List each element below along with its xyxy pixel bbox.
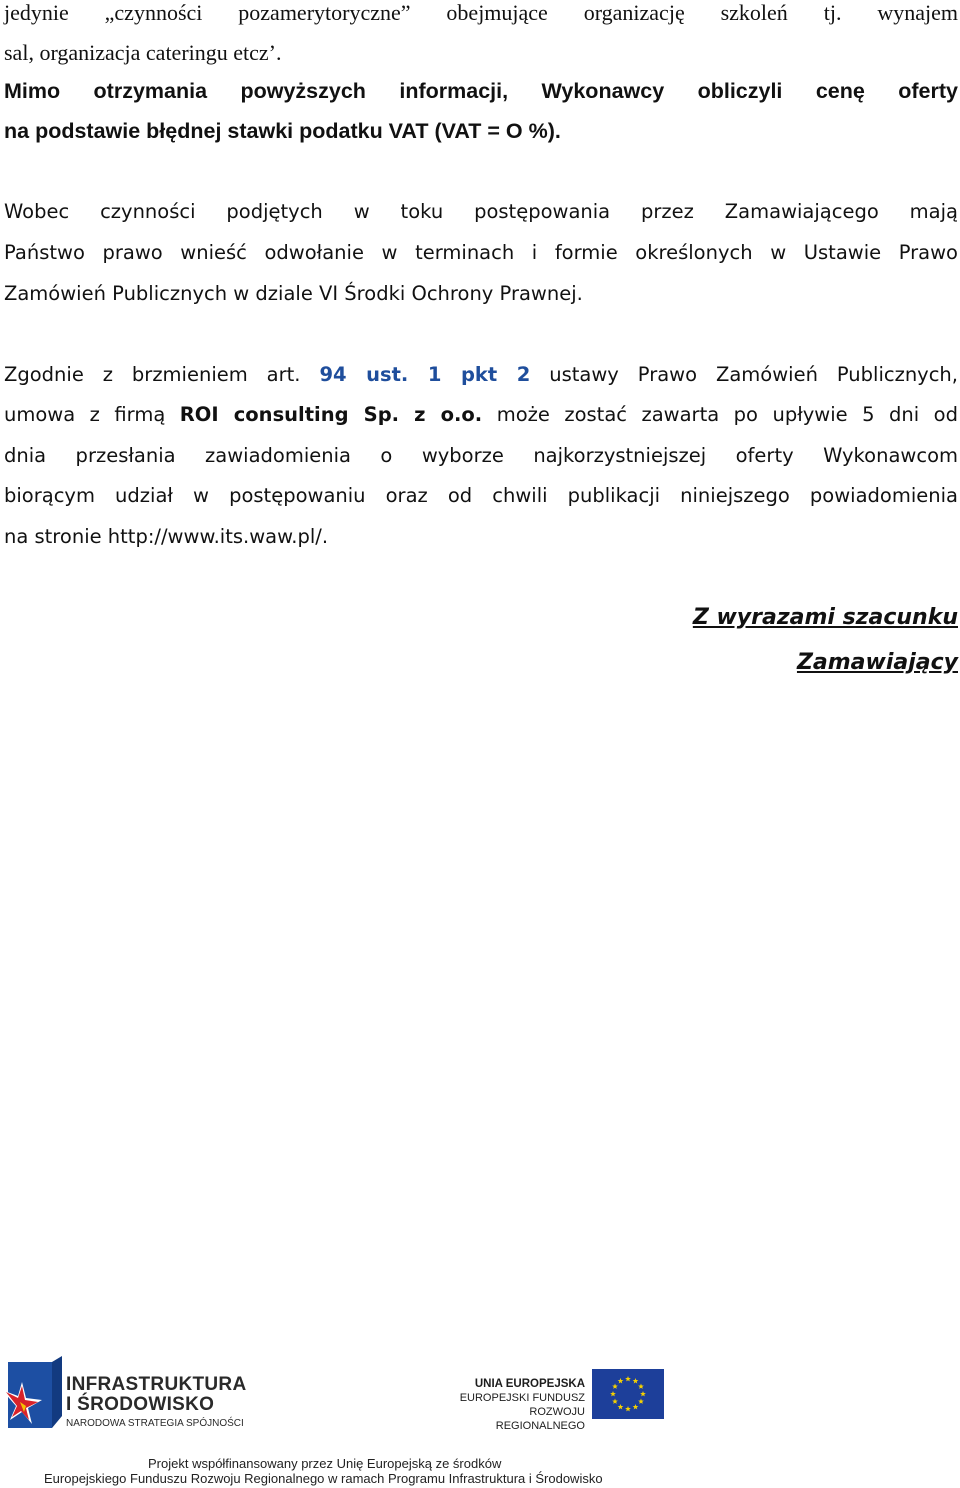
infrastruktura-emblem-icon <box>2 1356 62 1434</box>
company-name: ROI consulting Sp. z o.o. <box>179 403 483 426</box>
eu-fund-line-2: ROZWOJU REGIONALNEGO <box>495 1406 585 1432</box>
eu-fund-line-1: EUROPEJSKI FUNDUSZ <box>459 1392 585 1404</box>
infrastruktura-title-1: INFRASTRUKTURA <box>66 1374 247 1395</box>
paragraph-1-line-2: sal, organizacja cateringu etcz’. <box>4 40 282 65</box>
text-segment: może zostać zawarta po upływie 5 dni od <box>482 403 958 426</box>
paragraph-3-line-1: Wobec czynności podjętych w toku postępowania przez Zamawiającego mają <box>4 200 958 223</box>
signature-closing: Z wyrazami szacunku <box>692 605 958 630</box>
infrastruktura-title-2: I ŚRODOWISKO <box>66 1394 215 1415</box>
paragraph-2-line-1: Mimo otrzymania powyższych informacji, Wykonawcy obliczyli cenę oferty <box>4 79 958 103</box>
text-segment: umowa z firmą <box>4 403 180 426</box>
paragraph-4-line-4: biorącym udział w postępowaniu oraz od chwili publikacji niniejszego powiadomienia <box>4 484 958 507</box>
signature-signer: Zamawiający <box>796 650 958 675</box>
article-reference: 94 ust. 1 pkt 2 <box>319 363 531 386</box>
paragraph-4-line-1 <box>4 363 958 386</box>
text-segment: ustawy Prawo Zamówień Publicznych, <box>530 363 958 386</box>
footer-line-1: Projekt współfinansowany przez Unię Europejską ze środków <box>148 1456 502 1471</box>
infrastruktura-logo <box>66 1375 246 1429</box>
paragraph-1-line-1: jedynie „czynności pozamerytoryczne” obejmujące organizację szkoleń tj. wynajem <box>4 0 958 25</box>
paragraph-4-line-3: dnia przesłania zawiadomienia o wyborze najkorzystniejszej oferty Wykonawcom <box>4 444 958 467</box>
paragraph-3-line-3: Zamówień Publicznych w dziale VI Środki Ochrony Prawnej. <box>4 282 583 305</box>
paragraph-4-line-5: na stronie http://www.its.waw.pl/. <box>4 525 329 548</box>
infrastruktura-subtitle: NARODOWA STRATEGIA SPÓJNOŚCI <box>66 1418 244 1429</box>
eu-flag-icon <box>592 1369 664 1419</box>
eu-title: UNIA EUROPEJSKA <box>474 1378 585 1390</box>
text-segment: Zgodnie z brzmieniem art. <box>4 363 320 386</box>
paragraph-3-line-2: Państwo prawo wnieść odwołanie w terminach i formie określonych w Ustawie Prawo <box>4 241 958 264</box>
paragraph-2-line-2: na podstawie błędnej stawki podatku VAT (VAT = O %). <box>4 119 561 143</box>
paragraph-4-line-2 <box>4 403 958 426</box>
footer-line-2: Europejskiego Funduszu Rozwoju Regionalnego w ramach Programu Infrastruktura i Środowisko <box>44 1471 603 1486</box>
eu-logo-text <box>440 1377 585 1433</box>
